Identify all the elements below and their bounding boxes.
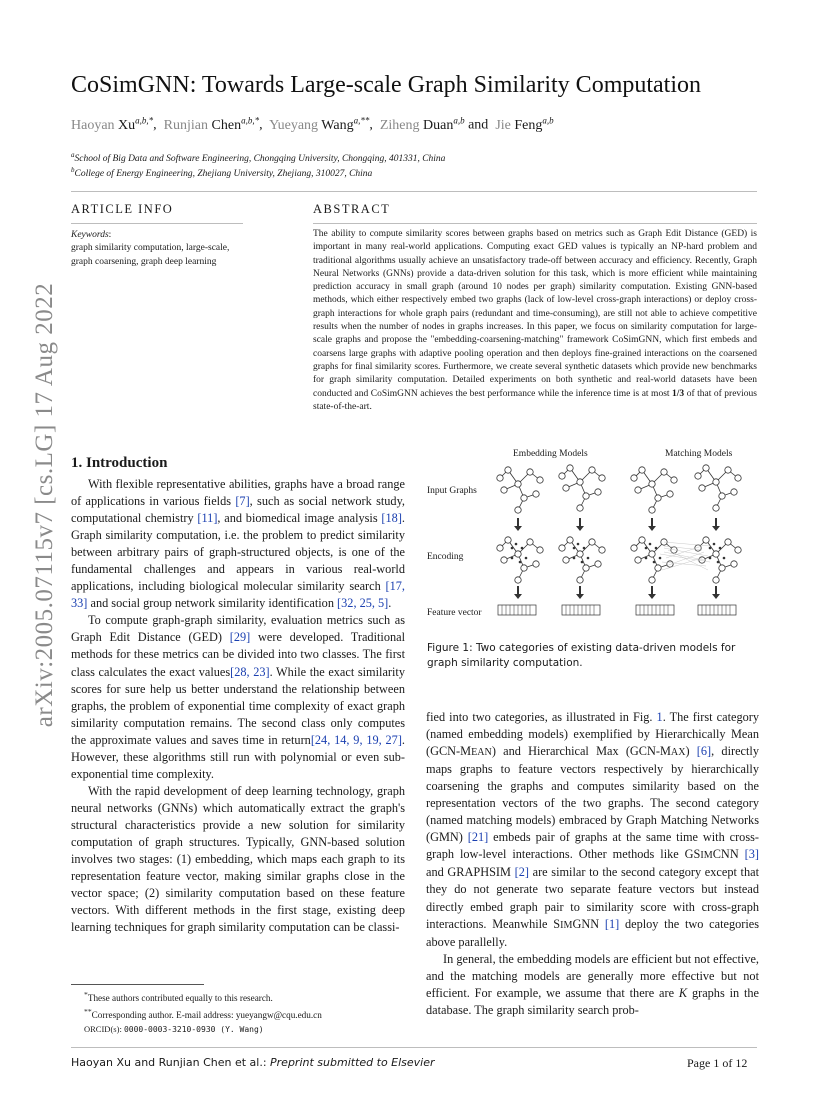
author-name: Runjian Chen$^{a,b,*}$: [163, 115, 260, 133]
footer-citation: Haoyan Xu and Runjian Chen et al.: Preprint submitted to Elsevier: [71, 1056, 435, 1069]
author-name: Ziheng Duan$^{a,b}$: [379, 115, 465, 133]
citation-link[interactable]: [11]: [197, 511, 218, 526]
abstract-divider: [313, 223, 757, 224]
citation-link[interactable]: 1: [656, 710, 663, 724]
abstract-heading: ABSTRACT: [313, 202, 391, 216]
intro-paragraph-2: To compute graph-graph similarity, evaluation metrics such as Graph Edit Distance (GED) [29] were developed. Traditional methods for these metrics can be divided into two classes. The first class calculates the exact values[28, 23]. While the exact similarity scores for sure help us better understand the relationship between graphs, the problem of exponential time complexity of exact graph similarity computation remains. The second class only computes the approximate values and saves time in return[24, 14, 9, 19, 27]. However, these algorithms still run with polynomial or even sub-exponential time complexity.: [71, 613, 405, 781]
paper-title: CoSimGNN: Towards Large-scale Graph Similarity Computation: [71, 72, 702, 98]
left-column: [71, 476, 405, 936]
row-label-encoding: Encoding: [427, 552, 464, 562]
figure-graphic: [480, 462, 770, 630]
intro-paragraph-1: With flexible representative abilities, graphs have a broad range of applications in various fields [7], such as social network study, computational chemistry [11], and biomedical image analysis [18]. Graph similarity computation, i.e. the problem to predict similarity between arbitrary pairs of graph-structured objects, is one of the fundamental challenges and appears in various real-world applications, including biological molecular similarity search [17, 33] and social group network similarity identification [32, 25, 5].: [71, 477, 405, 611]
citation-link[interactable]: [6]: [696, 744, 712, 759]
citation-link[interactable]: [2]: [514, 865, 529, 880]
footer-divider: [71, 1047, 757, 1048]
article-info-heading: ARTICLE INFO: [71, 202, 174, 216]
citation-link[interactable]: [7]: [235, 494, 250, 509]
embedding-models-label: Embedding Models: [513, 449, 588, 459]
citation-link[interactable]: [21]: [467, 830, 489, 845]
author-name: Jie Feng$^{a,b}$: [495, 115, 554, 133]
author-list: Haoyan $Xu^{a,b,*}$, Runjian Chen$^{a,b,*}$, Yueyang Wang$^{a,**}$, Ziheng Duan$^{a,b}$ and Jie Feng$^{a,b}$: [71, 115, 554, 133]
keywords-line-1: graph similarity computation, large-scale,: [71, 243, 230, 254]
author-name: Yueyang Wang$^{a,**}$: [269, 115, 370, 133]
abstract-text: The ability to compute similarity scores between graphs based on metrics such as Graph Edit Distance (GED) is important in many real-world applications. Computing exact GED values is typically an NP-hard problem and traditional algorithms usually achieve an unsatisfactory trade-off between accuracy and efficiency. Recently, Graph Neural Networks (GNNs) provide a data-driven solution for this task, which is more efficient while maintaining prediction accuracy in small graph (around 10 nodes per graph) similarity computation. Existing GNN-based methods, which either respectively embed two graphs (lack of low-level cross-graph interactions) or deploy cross-graph interactions for whole graph pairs (redundant and time-consuming), are still not able to achieve competitive results when the number of nodes in graphs increases. In this paper, we focus on similarity computation for large-scale graphs and propose the "embedding-coarsening-matching" framework CoSimGNN, which first embeds and coarsens large graphs with adaptive pooling operation and then deploys fine-grained interactions on the coarsened graphs for final similarity scores. Furthermore, we create several synthetic datasets which provide new benchmarks for graph similarity computation. Detailed experiments on both synthetic and real-world datasets have been conducted and CoSimGNN achieves the best performance while the inference time is at most 1/3 of that of previous state-of-the-art.: [313, 229, 757, 412]
right-paragraph-2: In general, the embedding models are efficient but not effective, and the matching models are generally more effective but not efficient. For example, we assume that there are K graphs in the database. The graph similarity search prob-: [426, 951, 759, 1017]
article-info-divider: [71, 223, 243, 224]
intro-paragraph-3: With the rapid development of deep learning technology, graph neural networks (GNNs) which automatically extract the graph's structural characteristics provide a new solution for similarity computation of graph structures. Typically, GNN-based solution involves two stages: (1) embedding, which maps each graph to its representation feature vector, making similar graphs close in the vector space; (2) similarity computation based on these feature vectors. With different methods in the first stage, existing deep learning techniques for graph similarity computation can be classi-: [71, 783, 405, 935]
keywords-line-2: graph coarsening, graph deep learning: [71, 256, 217, 267]
matching-models-label: Matching Models: [665, 449, 733, 459]
row-label-input: Input Graphs: [427, 486, 477, 496]
right-paragraph-1: fied into two categories, as illustrated in Fig. 1. The first category (named embedding models) exemplified by Hierarchically Mean (GCN-MEAN) and Hierarchical Max (GCN-MAX) [6], directly maps graphs to feature vectors respectively by hierarchically coarsening the graphs and computes similarity based on the representation vectors of the two graphs. The second category (named matching models) embraced by Graph Matching Networks (GMN) [21] embeds pair of graphs at the same time with cross-graph low-level interactions. Other methods like GSIMCNN [3] and GRAPHSIM [2] are similar to the second category except that they do not generate two separate feature vectors but instead directly embed graph pair to similarity score with cross-graph interactions. Meanwhile SIMGNN [1] deploy the two categories above parallelly.: [426, 710, 760, 949]
footnote-divider: [71, 984, 204, 985]
citation-link[interactable]: [1]: [604, 916, 620, 931]
footnote-2: **Corresponding author. E-mail address: yueyangw@cqu.edu.cn: [84, 1007, 322, 1021]
affiliation-a: $^a$School of Big Data and Software Engineering, Chongqing University, Chongqing, 401331, China: [71, 151, 446, 165]
citation-link[interactable]: [18]: [381, 511, 402, 526]
figure-caption: Figure 1: Two categories of existing data-driven models for graph similarity computation.: [427, 642, 736, 669]
footer-page-number: Page 1 of 12: [687, 1056, 748, 1070]
keywords-block: Keywords: graph similarity computation, large-scale, graph coarsening, graph deep learning: [71, 229, 271, 269]
citation-link[interactable]: [32, 25, 5]: [337, 596, 389, 611]
arxiv-sidebar-id: arXiv:2005.07115v7 [cs.LG] 17 Aug 2022: [31, 282, 58, 728]
footnote-orcid: ORCID(s): 0000-0003-3210-0930 (Y. Wang): [84, 1023, 264, 1034]
citation-link[interactable]: [28, 23]: [230, 664, 270, 679]
footnotes: [84, 988, 322, 1036]
author-name: Haoyan $Xu^{a,b,*}$: [71, 115, 154, 133]
citation-link[interactable]: [17, 33]: [71, 579, 405, 611]
right-column: [426, 709, 759, 1019]
keywords-label: Keywords: [71, 230, 109, 240]
citation-link[interactable]: [29]: [229, 630, 251, 645]
citation-link[interactable]: [3]: [744, 847, 759, 862]
footnote-1: *These authors contributed equally to this research.: [84, 990, 273, 1004]
row-label-feature: Feature vector: [427, 608, 482, 618]
header-divider: [71, 191, 757, 192]
affiliation-b: $^b$College of Energy Engineering, Zhejiang University, Zhejiang, 310027, China: [71, 166, 373, 180]
section-heading: 1. Introduction: [71, 455, 168, 471]
citation-link[interactable]: [24, 14, 9, 19, 27]: [310, 732, 402, 747]
